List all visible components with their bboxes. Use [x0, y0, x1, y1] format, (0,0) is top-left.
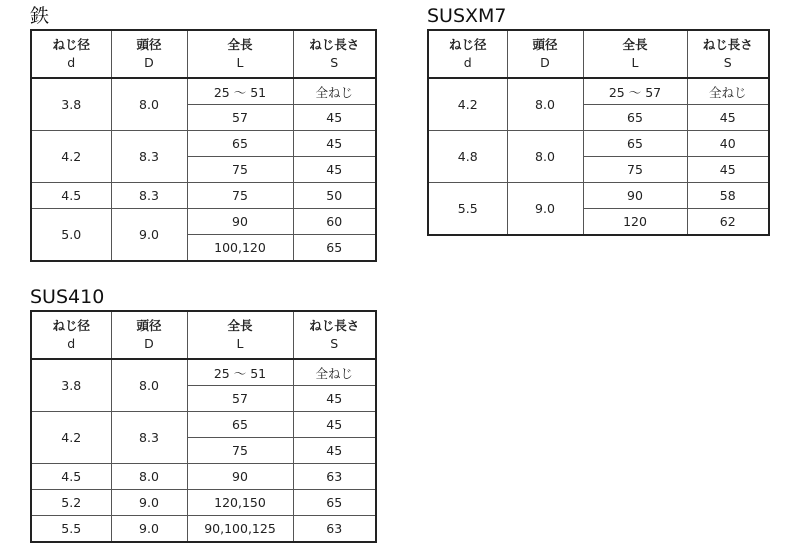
cell-head-diameter: 8.0 — [111, 78, 187, 131]
cell-thread-length: 58 — [687, 183, 769, 209]
table-row — [31, 359, 376, 386]
cell-thread-diameter: 4.2 — [31, 131, 111, 183]
table-header-row — [31, 311, 376, 359]
cell-thread-diameter: 3.8 — [31, 78, 111, 131]
cell-thread-length: 63 — [293, 516, 376, 543]
table-row — [428, 183, 769, 209]
table-row — [428, 78, 769, 105]
cell-thread-length: 45 — [687, 157, 769, 183]
table-row — [31, 490, 376, 516]
cell-thread-diameter: 4.5 — [31, 183, 111, 209]
cell-thread-diameter: 5.5 — [428, 183, 507, 236]
cell-total-length: 75 — [187, 438, 293, 464]
table-header-row — [31, 30, 376, 78]
cell-thread-length: 45 — [293, 105, 376, 131]
cell-total-length: 90 — [187, 464, 293, 490]
cell-head-diameter: 8.0 — [111, 359, 187, 412]
cell-total-length: 75 — [583, 157, 687, 183]
cell-head-diameter: 9.0 — [111, 209, 187, 262]
cell-thread-diameter: 4.2 — [31, 412, 111, 464]
cell-total-length: 90,100,125 — [187, 516, 293, 543]
cell-thread-diameter: 4.8 — [428, 131, 507, 183]
table-row — [31, 464, 376, 490]
cell-thread-length: 60 — [293, 209, 376, 235]
header-total-length: 全長 L — [187, 30, 293, 78]
cell-total-length: 25 ～ 51 — [187, 359, 293, 386]
cell-thread-length: 全ねじ — [293, 359, 376, 386]
section-iron — [30, 5, 377, 262]
cell-total-length: 65 — [583, 131, 687, 157]
header-total-length: 全長 L — [187, 311, 293, 359]
header-thread-length: ねじ長さ S — [293, 311, 376, 359]
cell-thread-length: 65 — [293, 490, 376, 516]
table-row — [31, 183, 376, 209]
table-header-row — [428, 30, 769, 78]
cell-thread-length: 45 — [687, 105, 769, 131]
header-thread-diameter: ねじ径 d — [31, 30, 111, 78]
section-title: SUSXM7 — [427, 5, 507, 27]
cell-thread-length: 63 — [293, 464, 376, 490]
table-row — [31, 209, 376, 235]
cell-thread-length: 45 — [293, 157, 376, 183]
table-row — [428, 131, 769, 157]
cell-thread-length: 50 — [293, 183, 376, 209]
cell-thread-diameter: 5.5 — [31, 516, 111, 543]
table-row — [31, 516, 376, 543]
spec-table — [427, 29, 770, 236]
cell-total-length: 25 ～ 57 — [583, 78, 687, 105]
cell-thread-length: 全ねじ — [293, 78, 376, 105]
cell-thread-length: 全ねじ — [687, 78, 769, 105]
cell-total-length: 57 — [187, 386, 293, 412]
cell-head-diameter: 8.3 — [111, 412, 187, 464]
cell-head-diameter: 8.3 — [111, 131, 187, 183]
table-row — [31, 412, 376, 438]
header-thread-length: ねじ長さ S — [687, 30, 769, 78]
header-head-diameter: 頭径 D — [111, 311, 187, 359]
table-row — [31, 78, 376, 105]
spec-table — [30, 29, 377, 262]
cell-head-diameter: 9.0 — [111, 490, 187, 516]
cell-thread-length: 45 — [293, 438, 376, 464]
cell-total-length: 65 — [583, 105, 687, 131]
cell-total-length: 65 — [187, 131, 293, 157]
cell-thread-length: 45 — [293, 386, 376, 412]
cell-thread-diameter: 4.5 — [31, 464, 111, 490]
header-head-diameter: 頭径 D — [111, 30, 187, 78]
header-thread-diameter: ねじ径 d — [31, 311, 111, 359]
cell-head-diameter: 8.0 — [507, 131, 583, 183]
cell-thread-length: 45 — [293, 412, 376, 438]
cell-head-diameter: 8.0 — [507, 78, 583, 131]
cell-total-length: 75 — [187, 157, 293, 183]
cell-total-length: 90 — [583, 183, 687, 209]
cell-thread-length: 65 — [293, 235, 376, 262]
header-total-length: 全長 L — [583, 30, 687, 78]
spec-table — [30, 310, 377, 543]
cell-head-diameter: 9.0 — [111, 516, 187, 543]
cell-total-length: 100,120 — [187, 235, 293, 262]
header-thread-length: ねじ長さ S — [293, 30, 376, 78]
cell-thread-diameter: 5.0 — [31, 209, 111, 262]
header-head-diameter: 頭径 D — [507, 30, 583, 78]
section-title: 鉄 — [30, 5, 50, 27]
cell-thread-length: 45 — [293, 131, 376, 157]
header-thread-diameter: ねじ径 d — [428, 30, 507, 78]
cell-total-length: 57 — [187, 105, 293, 131]
cell-thread-length: 40 — [687, 131, 769, 157]
cell-total-length: 90 — [187, 209, 293, 235]
cell-total-length: 25 ～ 51 — [187, 78, 293, 105]
cell-total-length: 65 — [187, 412, 293, 438]
cell-thread-diameter: 4.2 — [428, 78, 507, 131]
cell-head-diameter: 8.3 — [111, 183, 187, 209]
cell-total-length: 120 — [583, 209, 687, 236]
cell-thread-diameter: 5.2 — [31, 490, 111, 516]
cell-head-diameter: 8.0 — [111, 464, 187, 490]
cell-thread-diameter: 3.8 — [31, 359, 111, 412]
cell-total-length: 75 — [187, 183, 293, 209]
section-title: SUS410 — [30, 286, 105, 308]
section-sus410 — [30, 286, 377, 543]
cell-thread-length: 62 — [687, 209, 769, 236]
cell-total-length: 120,150 — [187, 490, 293, 516]
section-susxm7 — [427, 5, 770, 236]
table-row — [31, 131, 376, 157]
cell-head-diameter: 9.0 — [507, 183, 583, 236]
